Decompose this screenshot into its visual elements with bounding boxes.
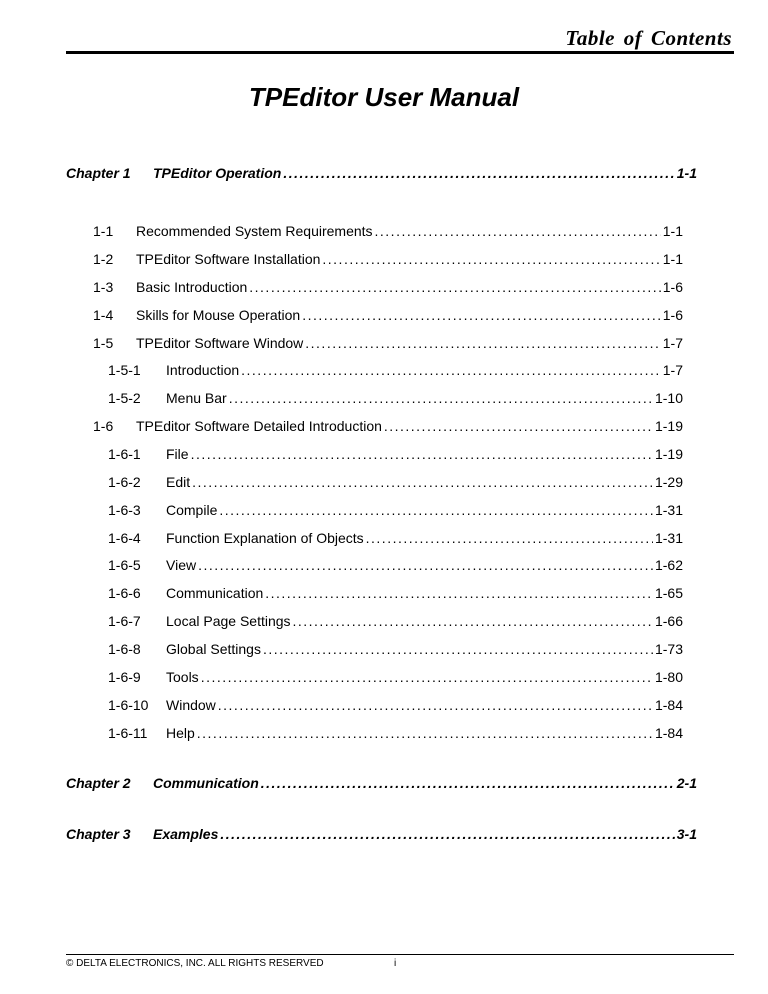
- toc-entry-number: Chapter 3: [66, 826, 131, 842]
- toc-entry-number: 1-6-4: [108, 530, 141, 546]
- toc-dot-leader: [305, 335, 660, 351]
- toc-entry-page: 1-73: [654, 641, 683, 657]
- toc-section-entry[interactable]: [108, 697, 683, 713]
- toc-entry-page: 1-80: [654, 669, 683, 685]
- toc-dot-leader: [229, 390, 653, 406]
- toc-entry-page: 1-1: [676, 165, 697, 181]
- toc-entry-label: TPEditor Software Installation: [136, 251, 321, 267]
- toc-dot-leader: [283, 165, 674, 181]
- toc-dot-leader: [201, 669, 653, 685]
- toc-dot-leader: [241, 362, 661, 378]
- footer-copyright: © DELTA ELECTRONICS, INC. ALL RIGHTS RESERVED: [66, 958, 324, 969]
- toc-entry-label: Skills for Mouse Operation: [136, 307, 301, 323]
- toc-entry-label: Global Settings: [166, 641, 261, 657]
- toc-entry-page: 1-65: [654, 585, 683, 601]
- toc-entry-label: Communication: [166, 585, 264, 601]
- toc-entry-page: 1-62: [654, 557, 683, 573]
- toc-section-entry[interactable]: [108, 362, 683, 378]
- toc-section-entry[interactable]: [108, 725, 683, 741]
- toc-entry-label: File: [166, 446, 189, 462]
- toc-dot-leader: [219, 502, 653, 518]
- toc-section-entry[interactable]: [108, 530, 683, 546]
- toc-section-entry[interactable]: [93, 251, 683, 267]
- toc-entry-number: 1-6-9: [108, 669, 141, 685]
- toc-chapter-entry[interactable]: [66, 775, 697, 791]
- toc-entry-label: TPEditor Software Window: [136, 335, 304, 351]
- toc-entry-number: 1-5: [93, 335, 114, 351]
- toc-section-entry[interactable]: [108, 585, 683, 601]
- toc-entry-page: 1-6: [662, 307, 683, 323]
- toc-entry-label: Local Page Settings: [166, 613, 291, 629]
- header-rule: [66, 51, 734, 54]
- toc-section-entry[interactable]: [93, 418, 683, 434]
- toc-dot-leader: [192, 474, 653, 490]
- toc-section-entry[interactable]: [93, 335, 683, 351]
- toc-entry-label: Function Explanation of Objects: [166, 530, 364, 546]
- toc-entry-number: 1-6-1: [108, 446, 141, 462]
- toc-entry-number: 1-6-10: [108, 697, 149, 713]
- toc-section-entry[interactable]: [108, 502, 683, 518]
- toc-entry-number: 1-6-6: [108, 585, 141, 601]
- toc-dot-leader: [375, 223, 661, 239]
- toc-entry-number: 1-6-8: [108, 641, 141, 657]
- toc-dot-leader: [366, 530, 653, 546]
- toc-chapter-entry[interactable]: [66, 165, 697, 181]
- toc-entry-number: 1-6-5: [108, 557, 141, 573]
- toc-entry-label: TPEditor Software Detailed Introduction: [136, 418, 382, 434]
- toc-entry-page: 1-1: [662, 223, 683, 239]
- toc-section-entry[interactable]: [108, 641, 683, 657]
- toc-section-entry[interactable]: [108, 474, 683, 490]
- toc-entry-page: 2-1: [676, 775, 697, 791]
- toc-entry-number: 1-6-11: [108, 725, 148, 741]
- toc-section-entry[interactable]: [93, 307, 683, 323]
- toc-section-entry[interactable]: [108, 446, 683, 462]
- toc-entry-label: Recommended System Requirements: [136, 223, 373, 239]
- running-header-title: Table of Contents: [565, 26, 732, 50]
- toc-entry-page: 1-84: [654, 725, 683, 741]
- toc-dot-leader: [198, 557, 653, 573]
- toc-entry-number: Chapter 1: [66, 165, 131, 181]
- toc-entry-label: Basic Introduction: [136, 279, 248, 295]
- toc-entry-page: 1-7: [662, 335, 683, 351]
- toc-entry-page: 1-7: [662, 362, 683, 378]
- toc-entry-page: 1-84: [654, 697, 683, 713]
- toc-entry-page: 1-19: [654, 418, 683, 434]
- toc-section-entry[interactable]: [108, 669, 683, 685]
- toc-entry-number: 1-2: [93, 251, 114, 267]
- toc-entry-label: Communication: [153, 775, 259, 791]
- toc-dot-leader: [302, 307, 661, 323]
- toc-entry-number: 1-6-2: [108, 474, 141, 490]
- footer-rule: [66, 954, 734, 955]
- toc-entry-label: Introduction: [166, 362, 240, 378]
- toc-dot-leader: [293, 613, 653, 629]
- toc-section-entry[interactable]: [108, 390, 683, 406]
- toc-entry-number: 1-6-3: [108, 502, 141, 518]
- toc-dot-leader: [384, 418, 653, 434]
- toc-entry-number: 1-6-7: [108, 613, 141, 629]
- toc-dot-leader: [191, 446, 653, 462]
- toc-entry-label: Menu Bar: [166, 390, 227, 406]
- toc-entry-number: 1-1: [93, 223, 114, 239]
- toc-entry-page: 1-31: [654, 530, 683, 546]
- toc-entry-number: Chapter 2: [66, 775, 131, 791]
- toc-entry-label: Tools: [166, 669, 199, 685]
- toc-entry-page: 1-10: [654, 390, 683, 406]
- toc-dot-leader: [261, 775, 675, 791]
- toc-entry-label: Window: [166, 697, 216, 713]
- toc-entry-page: 3-1: [676, 826, 697, 842]
- toc-dot-leader: [220, 826, 674, 842]
- toc-section-entry[interactable]: [93, 279, 683, 295]
- toc-entry-page: 1-6: [662, 279, 683, 295]
- toc-entry-page: 1-31: [654, 502, 683, 518]
- document-title: TPEditor User Manual: [248, 82, 520, 112]
- toc-dot-leader: [263, 641, 653, 657]
- toc-section-entry[interactable]: [93, 223, 683, 239]
- toc-dot-leader: [197, 725, 653, 741]
- toc-entry-label: Edit: [166, 474, 191, 490]
- toc-dot-leader: [218, 697, 653, 713]
- toc-entry-page: 1-1: [662, 251, 683, 267]
- toc-entry-number: 1-5-1: [108, 362, 141, 378]
- toc-entry-number: 1-4: [93, 307, 114, 323]
- footer-page-number: i: [394, 958, 397, 969]
- toc-entry-number: 1-5-2: [108, 390, 141, 406]
- toc-entry-page: 1-29: [654, 474, 683, 490]
- toc-entry-page: 1-66: [654, 613, 683, 629]
- toc-entry-label: Compile: [166, 502, 218, 518]
- toc-entry-label: Help: [166, 725, 195, 741]
- toc-entry-number: 1-3: [93, 279, 114, 295]
- toc-entry-label: TPEditor Operation: [153, 165, 282, 181]
- toc-dot-leader: [249, 279, 660, 295]
- toc-section-entry[interactable]: [108, 613, 683, 629]
- toc-dot-leader: [265, 585, 653, 601]
- toc-entry-label: Examples: [153, 826, 219, 842]
- toc-chapter-entry[interactable]: [66, 826, 697, 842]
- toc-entry-number: 1-6: [93, 418, 114, 434]
- toc-dot-leader: [322, 251, 660, 267]
- toc-section-entry[interactable]: [108, 557, 683, 573]
- toc-entry-page: 1-19: [654, 446, 683, 462]
- toc-entry-label: View: [166, 557, 197, 573]
